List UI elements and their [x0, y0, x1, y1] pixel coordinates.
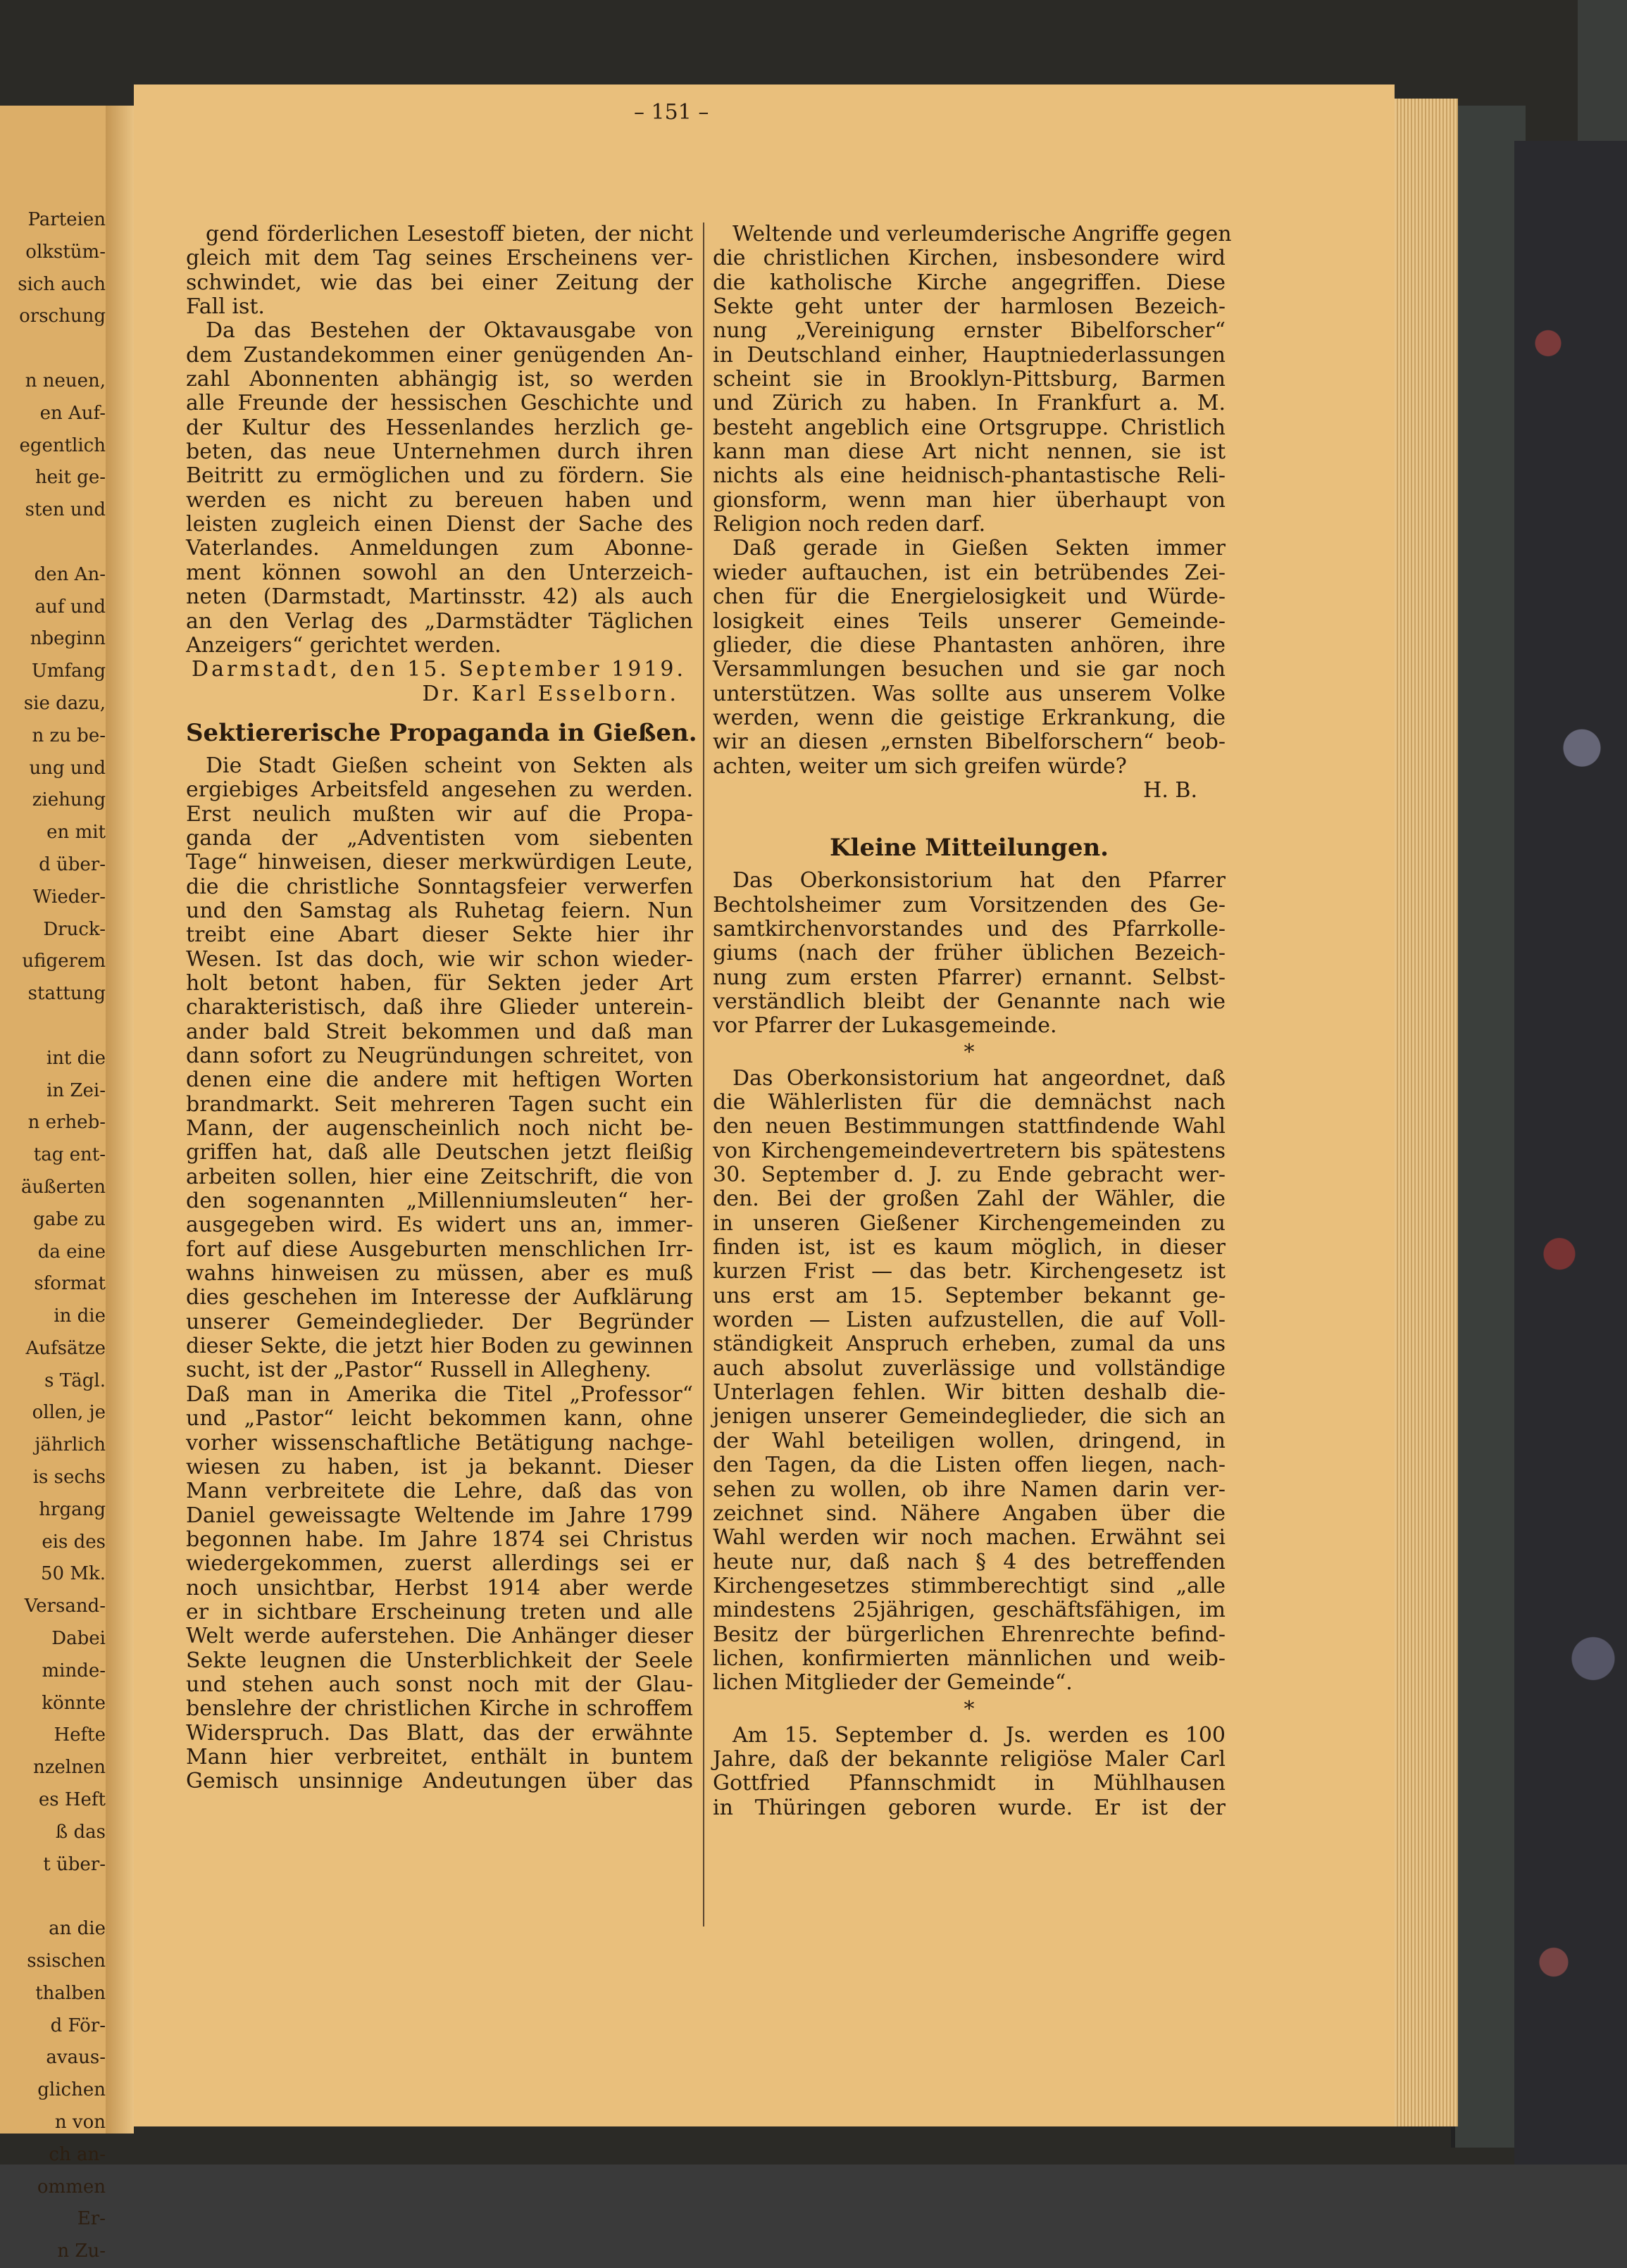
left-fragment-line: hrgang — [39, 1498, 106, 1520]
left-fragment-line: äußerten — [20, 1176, 106, 1198]
text-line: wahns hinweisen zu müssen, aber es muß — [186, 1261, 693, 1286]
text-line: unserer Gemeindeglieder. Der Begründer — [186, 1309, 693, 1334]
text-line: gend förderlichen Lesestoff bieten, der nicht — [206, 222, 693, 246]
text-line: Welt werde auferstehen. Die Anhänger dieser — [186, 1624, 693, 1649]
text-line: Tage“ hinweisen, dieser merkwürdigen Leute, — [186, 850, 693, 875]
text-line: gleich mit dem Tag seines Erscheinens ver- — [186, 246, 693, 271]
text-line: werden es nicht zu bereuen haben und — [186, 487, 693, 513]
left-fragment-line: ommen — [37, 2176, 106, 2198]
text-line: verständlich bleibt der Genannte nach wie — [713, 989, 1226, 1014]
text-line: neten (Darmstadt, Martinsstr. 42) als auch — [186, 584, 693, 610]
text-line: Vaterlandes. Anmeldungen zum Abonne- — [186, 536, 693, 561]
left-fragment-line: Umfang — [31, 660, 106, 682]
left-fragment-line: Druck- — [43, 918, 106, 940]
text-line: Erst neulich mußten wir auf die Propa- — [186, 801, 693, 827]
text-line: unterstützen. Was sollte aus unserem Volke — [713, 681, 1226, 706]
text-line: Mann verbreitete die Lehre, daß das von — [186, 1479, 693, 1504]
text-line: nichts als eine heidnisch-phantastische Reli- — [713, 463, 1226, 489]
left-fragment-line: is sechs — [32, 1467, 106, 1489]
text-line: brandmarkt. Seit mehreren Tagen sucht ein — [186, 1091, 693, 1117]
left-fragment-line: heit ge- — [35, 467, 106, 489]
text-line: ständigkeit Anspruch erheben, zumal da uns — [713, 1332, 1226, 1357]
left-fragment-line: in die — [54, 1305, 106, 1327]
text-line: sucht, ist der „Pastor“ Russell in Allegheny. — [186, 1358, 652, 1383]
text-line: Versammlungen besuchen und sie gar noch — [713, 657, 1226, 682]
text-line: glieder, die diese Phantasten anhören, ihre — [713, 632, 1226, 658]
left-fragment-line: den An- — [34, 563, 106, 585]
text-line: losigkeit eines Teils unserer Gemeinde- — [713, 608, 1226, 634]
text-line: wiedergekommen, zuerst allerdings sei er — [186, 1551, 693, 1577]
text-line: Wesen. Ist das doch, wie wir schon wieder- — [186, 946, 693, 972]
text-line: und Zürich zu haben. In Frankfurt a. M. — [713, 391, 1226, 416]
left-fragment-line: ung und — [29, 757, 106, 779]
left-fragment-line: t über- — [43, 1853, 106, 1875]
text-line: Gemisch unsinnige Andeutungen über das — [186, 1769, 693, 1794]
left-fragment-line: n zu be- — [32, 725, 106, 746]
text-line: Widerspruch. Das Blatt, das der erwähnte — [186, 1720, 693, 1746]
left-fragment-line: n erheb- — [27, 1112, 106, 1134]
text-line: er in sichtbare Erscheinung treten und alle — [186, 1599, 693, 1624]
left-fragment-line: n neuen, — [25, 370, 106, 391]
text-line: Weltende und verleumderische Angriffe gegen — [733, 222, 1232, 246]
left-fragment-line: n Zu- — [57, 2241, 106, 2262]
text-line: die katholische Kirche angegriffen. Diese — [713, 270, 1226, 295]
text-line: wir an diesen „ernsten Bibelforschern“ beob- — [713, 729, 1226, 755]
article-continuation — [713, 222, 1232, 779]
text-line: Die Stadt Gießen scheint von Sekten als — [206, 753, 693, 778]
column-right — [713, 222, 1232, 1820]
left-fragment-line: tag ent- — [33, 1144, 106, 1166]
separator-star-2: * — [964, 1696, 975, 1722]
text-line: ment können sowohl an den Unterzeich- — [186, 560, 693, 585]
left-fragment-line: sie dazu, — [23, 692, 106, 714]
left-fragment-line: en Auf- — [39, 402, 106, 424]
marbled-cover-edge — [1514, 141, 1627, 2164]
text-line: Das Oberkonsistorium hat den Pfarrer — [733, 868, 1226, 894]
text-line: der Wahl beteiligen wollen, dringend, in — [713, 1428, 1226, 1453]
separator-star: * — [964, 1039, 975, 1065]
text-line: und stehen auch sonst noch mit der Glau- — [186, 1672, 693, 1697]
text-line: Gottfried Pfannschmidt in Mühlhausen — [713, 1771, 1226, 1796]
left-fragment-line — [0, 527, 106, 559]
text-line: Fall ist. — [186, 294, 265, 320]
left-fragment-line: ß das — [55, 1821, 106, 1843]
left-fragment-line: ziehung — [32, 789, 106, 811]
left-fragment-line: Parteien — [27, 209, 106, 230]
page-number: – 151 – — [634, 100, 709, 125]
text-line: Mann, der augenscheinlich noch nicht be- — [186, 1116, 693, 1141]
left-fragment-line: ollen, je — [32, 1402, 106, 1424]
text-line: vor Pfarrer der Lukasgemeinde. — [713, 1013, 1057, 1039]
left-fragment-line: Wieder- — [32, 886, 106, 908]
left-fragment-line: eis des — [42, 1531, 106, 1553]
text-line: alle Freunde der hessischen Geschichte und — [186, 391, 693, 416]
text-line: samtkirchenvorstandes und des Pfarrkolle- — [713, 916, 1226, 941]
left-fragment-line: ch an- — [49, 2143, 106, 2165]
text-line: chen für die Energielosigkeit und Würde- — [713, 584, 1226, 610]
text-line: kann man diese Art nicht nennen, sie ist — [713, 439, 1226, 465]
left-fragment-line: s Tägl. — [44, 1370, 106, 1391]
left-fragment-line: Versand- — [24, 1596, 106, 1617]
text-line: nung zum ersten Pfarrer) ernannt. Selbst- — [713, 965, 1226, 990]
left-fragment-line: sformat — [34, 1273, 106, 1295]
date-line: Darmstadt, den 15. September 1919. — [192, 657, 686, 682]
signature-esselborn: Dr. Karl Esselborn. — [422, 681, 679, 706]
heading-sektiererische-propaganda: Sektiererische Propaganda in Gießen. — [186, 718, 697, 747]
text-line: kurzen Frist — das betr. Kirchengesetz ist — [713, 1259, 1226, 1284]
text-line: in Thüringen geboren wurde. Er ist der — [713, 1795, 1226, 1820]
notice-oberkonsistorium-pfarrer — [713, 869, 1226, 1038]
left-fragment-line: es Heft — [38, 1789, 106, 1811]
text-line: Das Oberkonsistorium hat angeordnet, daß — [733, 1065, 1226, 1091]
text-line: arbeiten sollen, hier eine Zeitschrift, die von — [186, 1164, 693, 1189]
text-line: jenigen unserer Gemeindeglieder, die sich an — [713, 1404, 1226, 1429]
text-line: noch unsichtbar, Herbst 1914 aber werde — [186, 1575, 693, 1600]
intro-paragraphs — [186, 223, 693, 658]
text-line: lichen Mitglieder der Gemeinde“. — [713, 1670, 1073, 1696]
text-line: den Tagen, da die Listen offen liegen, nach- — [713, 1453, 1226, 1478]
left-fragment-line: Aufsätze — [25, 1337, 106, 1359]
text-line: ganda der „Adventisten vom siebenten — [186, 825, 693, 851]
left-fragment-line: avaus- — [46, 2047, 106, 2069]
text-line: giums (nach der früher üblichen Bezeich- — [713, 941, 1226, 966]
text-line: heute nur, daß nach § 4 des betreffenden — [713, 1549, 1226, 1574]
text-line: benslehre der christlichen Kirche in schroffem — [186, 1696, 693, 1722]
text-line: den. Bei der großen Zahl der Wähler, die — [713, 1186, 1226, 1212]
text-line: zeichnet sind. Nähere Angaben über die — [713, 1500, 1226, 1526]
text-line: Beitritt zu ermöglichen und zu fördern. Sie — [186, 463, 693, 489]
left-fragment-line: egentlich — [19, 434, 106, 456]
text-line: von Kirchengemeindevertretern bis spätestens — [713, 1138, 1226, 1163]
left-fragment-line: thalben — [35, 1982, 106, 2004]
text-line: Da das Bestehen der Oktavausgabe von — [206, 318, 693, 344]
text-line: finden ist, ist es kaum möglich, in dieser — [713, 1235, 1226, 1260]
text-line: und „Pastor“ leicht bekommen kann, ohne — [186, 1406, 693, 1431]
article-sektiererische-propaganda — [186, 754, 693, 1794]
text-line: fort auf diese Ausgeburten menschlichen Irr- — [186, 1236, 693, 1262]
left-fragment-line: da eine — [37, 1241, 106, 1263]
text-line: die Wählerlisten für die demnächst nach — [713, 1090, 1226, 1115]
text-line: scheint sie in Brooklyn-Pittsburg, Barmen — [713, 367, 1226, 392]
text-line: Sekte leugnen die Unsterblichkeit der Seele — [186, 1648, 693, 1673]
text-line: werden, wenn die geistige Erkrankung, die — [713, 705, 1226, 730]
text-line: ergiebiges Arbeitsfeld angesehen zu werden. — [186, 777, 693, 803]
text-line: 30. September d. J. zu Ende gebracht wer- — [713, 1163, 1226, 1188]
text-line: holt betont haben, für Sekten jeder Art — [186, 970, 693, 996]
left-fragment-line — [0, 1881, 106, 1913]
text-line: worden — Listen aufzustellen, die auf Voll- — [713, 1308, 1226, 1333]
text-line: lichen, konfirmierten männlichen und weib- — [713, 1646, 1226, 1671]
text-line: Am 15. September d. Js. werden es 100 — [733, 1722, 1226, 1748]
text-line: wiesen zu haben, ist ja bekannt. Dieser — [186, 1454, 693, 1479]
text-line: zahl Abonnenten abhängig ist, so werden — [186, 367, 693, 392]
text-line: beten, das neue Unternehmen durch ihren — [186, 439, 693, 465]
left-page-edge — [0, 106, 106, 2262]
left-fragment-line — [0, 333, 106, 365]
left-fragment-line — [0, 1010, 106, 1043]
text-line: und den Samstag als Ruhetag feiern. Nun — [186, 898, 693, 923]
left-fragment-line: auf und — [35, 596, 106, 618]
left-fragment-line: gabe zu — [33, 1208, 106, 1230]
left-fragment-line: könnte — [42, 1692, 106, 1714]
signature-hb: H. B. — [1143, 777, 1197, 803]
left-fragment-line: d För- — [50, 2015, 106, 2036]
left-fragment-line: int die — [46, 1047, 106, 1069]
text-line: Sekte geht unter der harmlosen Bezeich- — [713, 294, 1226, 320]
left-fragment-line: in Zei- — [46, 1079, 106, 1101]
text-line: griffen hat, daß alle Deutschen jetzt fleißig — [186, 1140, 693, 1165]
text-line: treibt eine Abart dieser Sekte hier ihr — [186, 922, 693, 948]
left-fragment-line: sten und — [25, 499, 106, 521]
left-fragment-line: ufigerem — [22, 951, 106, 972]
book-gutter — [106, 106, 134, 2134]
left-fragment-line: n von — [54, 2112, 106, 2134]
text-line: denen eine die andere mit heftigen Worten — [186, 1067, 693, 1093]
column-left — [186, 222, 697, 1794]
text-line: dem Zustandekommen einer genügenden An- — [186, 342, 693, 368]
text-line: Wahl werden wir noch machen. Erwähnt sei — [713, 1525, 1226, 1550]
left-fragment-line: jährlich — [35, 1434, 106, 1456]
text-line: dann sofort zu Neugründungen schreitet, von — [186, 1044, 693, 1068]
text-line: Daß man in Amerika die Titel „Professor“ — [186, 1382, 693, 1407]
text-line: die die christliche Sonntagsfeier verwerfen — [186, 874, 693, 899]
text-line: die christlichen Kirchen, insbesondere wird — [713, 246, 1226, 271]
notice-waehlerlisten — [713, 1067, 1226, 1696]
left-fragment-line: nbeginn — [30, 628, 106, 650]
text-line: Besitz der bürgerlichen Ehrenrechte befind- — [713, 1622, 1226, 1647]
left-fragment-line: stattung — [27, 983, 106, 1005]
text-line: wieder auftauchen, ist ein betrübendes Zei- — [713, 560, 1226, 585]
left-page-text-fragments — [0, 204, 106, 2268]
text-line: Kirchengesetzes stimmberechtigt sind „alle — [713, 1573, 1226, 1598]
text-line: den neuen Bestimmungen stattfindende Wahl — [713, 1114, 1226, 1139]
text-line: gionsform, wenn man hier überhaupt von — [713, 487, 1226, 513]
text-line: auch absolut zuverlässige und vollständige — [713, 1355, 1226, 1381]
text-line: dies geschehen im Interesse der Aufklärung — [186, 1285, 693, 1310]
text-line: schwindet, wie das bei einer Zeitung der — [186, 270, 693, 295]
text-line: Anzeigers“ gerichtet werden. — [186, 632, 501, 658]
text-line: Daniel geweissagte Weltende im Jahre 1799 — [186, 1503, 693, 1528]
heading-kleine-mitteilungen: Kleine Mitteilungen. — [829, 834, 1109, 863]
left-fragment-line: Hefte — [54, 1724, 106, 1746]
left-fragment-line: sich auch — [18, 273, 106, 295]
text-line: der Kultur des Hessenlandes herzlich ge- — [186, 415, 693, 440]
left-fragment-line: en mit — [46, 822, 106, 844]
left-fragment-line: olkstüm- — [25, 241, 106, 263]
page-edges — [1395, 99, 1458, 2126]
text-line: Religion noch reden darf. — [713, 512, 986, 537]
text-line: leisten zugleich einen Dienst der Sache des — [186, 512, 693, 537]
text-line: charakteristisch, daß ihre Glieder unterein- — [186, 995, 693, 1020]
left-fragment-line: glichen — [37, 2079, 106, 2101]
text-line: achten, weiter um sich greifen würde? — [713, 753, 1127, 779]
text-line: uns erst am 15. September bekannt ge- — [713, 1283, 1226, 1308]
text-line: nung „Vereinigung ernster Bibelforscher“ — [713, 318, 1226, 344]
left-fragment-line: nzelnen — [32, 1757, 106, 1779]
left-fragment-line: minde- — [42, 1660, 106, 1681]
text-line: Bechtolsheimer zum Vorsitzenden des Ge- — [713, 892, 1226, 917]
left-fragment-line: orschung — [19, 306, 106, 327]
left-fragment-line: ssischen — [27, 1950, 106, 1972]
text-line: in Deutschland einher, Hauptniederlassungen — [713, 342, 1226, 368]
column-rule — [703, 223, 704, 1926]
text-line: sehen zu wollen, ob ihre Namen darin ver- — [713, 1477, 1226, 1502]
text-line: mindestens 25jährigen, geschäftsfähigen, im — [713, 1598, 1226, 1623]
text-line: dieser Sekte, die jetzt hier Boden zu gewinnen — [186, 1334, 693, 1359]
left-fragment-line: 50 Mk. — [41, 1563, 106, 1585]
left-fragment-line: Dabei — [51, 1628, 106, 1650]
left-fragment-line: an die — [49, 1918, 106, 1940]
text-line: in unseren Gießener Kirchengemeinden zu — [713, 1210, 1226, 1236]
text-line: ausgegeben wird. Es widert uns an, immer- — [186, 1213, 693, 1238]
left-fragment-line: Er- — [77, 2208, 106, 2230]
text-line: Mann hier verbreitet, enthält in buntem — [186, 1744, 693, 1769]
left-fragment-line: d über- — [39, 853, 106, 875]
text-line: Daß gerade in Gießen Sekten immer — [733, 536, 1226, 561]
text-line: den sogenannten „Millenniumsleuten“ her- — [186, 1189, 693, 1214]
notice-pfannschmidt — [713, 1724, 1226, 1820]
text-line: Unterlagen fehlen. Wir bitten deshalb die- — [713, 1380, 1226, 1405]
text-line: ander bald Streit bekommen und daß man — [186, 1019, 693, 1044]
text-line: begonnen habe. Im Jahre 1874 sei Christus — [186, 1527, 693, 1552]
text-line: an den Verlag des „Darmstädter Täglichen — [186, 608, 693, 634]
text-line: vorher wissenschaftliche Betätigung nachge- — [186, 1430, 693, 1455]
text-line: Jahre, daß der bekannte religiöse Maler Carl — [713, 1746, 1226, 1772]
text-line: besteht angeblich eine Ortsgruppe. Christlich — [713, 415, 1226, 440]
